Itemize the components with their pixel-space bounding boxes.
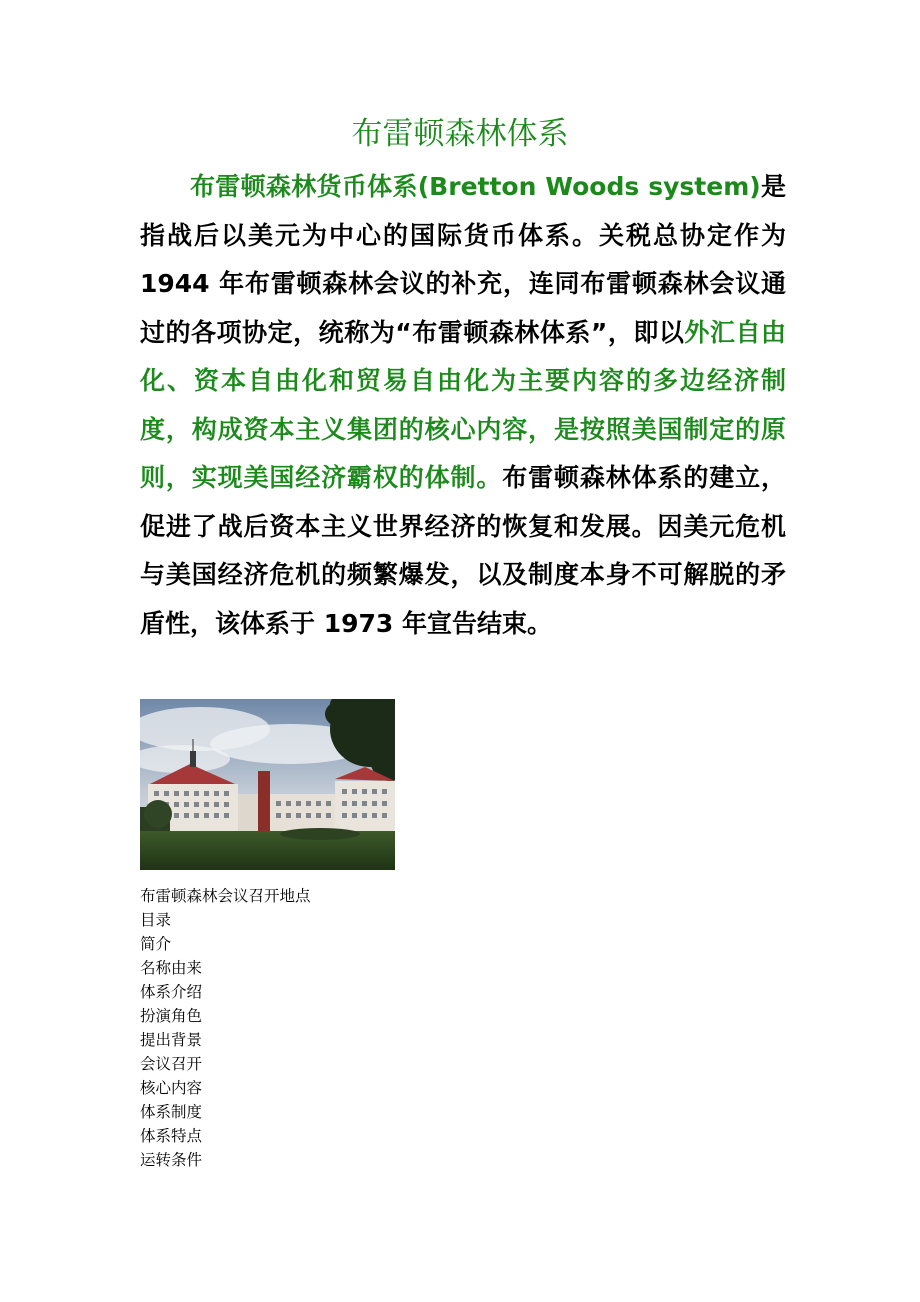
- highlight-middle: 外汇自由化、资本自由化和贸易自由化为主要内容的多边经济制度，构成资本主义集团的核心内容，是按照美国制定的原则，实现美国经济霸权的体制。: [140, 317, 786, 492]
- toc-item[interactable]: 体系制度: [140, 1103, 203, 1121]
- toc-item[interactable]: 扮演角色: [140, 1007, 203, 1025]
- paragraph-text-2: 布雷顿森林体系的建立，促进了战后资本主义世界经济的恢复和发展。因美元危机与美国经济危机的频繁爆发，以及制度本身不可解脱的矛盾性，该体系于 1973 年宣告结束。: [140, 463, 786, 638]
- toc-item[interactable]: 提出背景: [140, 1031, 203, 1049]
- hotel-photo: [140, 699, 395, 870]
- toc-item[interactable]: 名称由来: [140, 959, 203, 977]
- body-paragraph: [140, 163, 786, 648]
- toc-item[interactable]: 运转条件: [140, 1151, 203, 1169]
- toc-item[interactable]: 体系介绍: [140, 983, 203, 1001]
- paragraph-text-1: 是指战后以美元为中心的国际货币体系。关税总协定作为 1944 年布雷顿森林会议的补充，连同布雷顿森林会议通过的各项协定，统称为“布雷顿森林体系”，即以: [140, 172, 786, 347]
- image-caption: 布雷顿森林会议召开地点: [140, 887, 311, 905]
- toc-heading[interactable]: 目录: [140, 911, 172, 929]
- page-title: 布雷顿森林体系: [351, 116, 569, 152]
- highlight-lead: 布雷顿森林货币体系(Bretton Woods system): [190, 172, 761, 201]
- toc-item[interactable]: 核心内容: [140, 1079, 203, 1097]
- toc-item[interactable]: 体系特点: [140, 1127, 203, 1145]
- toc-item[interactable]: 简介: [140, 935, 172, 953]
- table-of-contents: [140, 908, 202, 1172]
- toc-item[interactable]: 会议召开: [140, 1055, 203, 1073]
